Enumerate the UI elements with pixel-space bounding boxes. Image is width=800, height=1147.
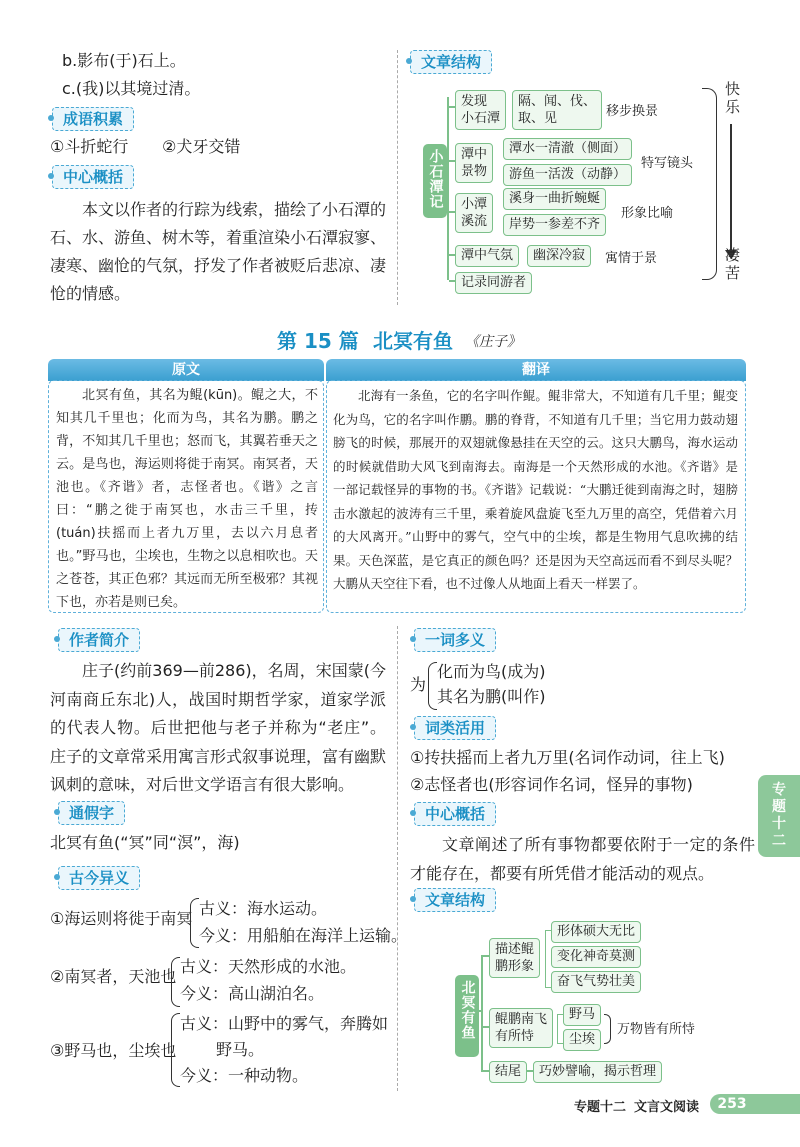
tree1-b3-detail1: 溪身一曲折蜿蜒 xyxy=(503,188,606,210)
gj1-brace xyxy=(190,898,199,948)
gj1-old: 古义：海水运动。 xyxy=(199,899,328,918)
tree2-trunk xyxy=(481,955,483,1072)
structure-heading-2: 文章结构 xyxy=(414,888,496,912)
gj3-brace xyxy=(171,1013,180,1087)
structure-heading-1: 文章结构 xyxy=(410,50,492,74)
tree1-b2-note: 特写镜头 xyxy=(641,156,694,171)
b-line: b.影布(于)石上。 xyxy=(62,51,186,70)
gj2-new: 今义：高山湖泊名。 xyxy=(180,984,325,1003)
side-tab-label: 专题十二 xyxy=(772,782,786,849)
tree2-b1-label: 描述鲲 鹏形象 xyxy=(489,938,540,978)
column-divider-top xyxy=(397,50,398,305)
gj3-old-a: 古义：山野中的雾气，奔腾如 xyxy=(180,1014,389,1033)
poly-brace xyxy=(428,662,437,710)
tree1-b2-label: 潭中 景物 xyxy=(455,143,493,183)
gj3-word: ③野马也，尘埃也 xyxy=(50,1041,177,1060)
shift-2: ②志怪者也(形容词作名词，怪异的事物) xyxy=(410,775,693,794)
translation-head: 翻译 xyxy=(326,359,746,381)
mood-bottom: 凄 苦 xyxy=(725,246,741,282)
tree2-b1-item-2: 变化神奇莫测 xyxy=(551,946,641,968)
tree2-b3-detail: 巧妙譬喻，揭示哲理 xyxy=(533,1061,662,1083)
tongjia-text: 北冥有鱼(“冥”同“溟”，海) xyxy=(50,833,240,852)
polysemy-heading: 一词多义 xyxy=(414,628,496,652)
translation-text: 北海有一条鱼，它的名字叫作鲲。鲲非常大，不知道有几千里；鲲变化为鸟，它的名字叫作鹏。鹏的脊背，不知道有几千里；当它用力鼓动翅膀飞的时候，那展开的双翅就像悬挂在天空的云。这只大鹏鸟，海水运动的时候就借助大风飞到南海去。南海是一个天然形成的水池。《齐谐》是一部记载怪异的事物的书。《齐谐》记载说：“大鹏迁徙到南海之时，翅膀击水激起的波涛有三千里，乘着旋风盘旋飞至九万里的高空，凭借着六月的大风离开。”山野中的雾气，空气中的尘埃，都是生物用气息吹拂的结果。天色深蓝，是它真正的颜色吗？还是因为天空高远而看不到尽头呢？大鹏从天空往下看，也不过像人从地面上看天一样罢了。 xyxy=(333,388,738,591)
author-text: 庄子(约前369—前286)，名周，宋国蒙(今河南商丘东北)人，战国时期哲学家，道家学派的代表人物。后世把他与老子并称为“老庄”。庄子的文章常采用寓言形式叙事说理，富有幽默讽刺的意味，对后世文学语言有很大影响。 xyxy=(50,661,387,794)
tree2-b1-item-1: 形体硕大无比 xyxy=(551,921,641,943)
article-source: 《庄子》 xyxy=(465,334,521,350)
tree1-b3-label: 小潭 溪流 xyxy=(455,193,493,233)
tree1-trunk xyxy=(447,97,449,280)
gj1-word: ①海运则将徙于南冥 xyxy=(50,909,193,928)
poly-1: 化而为鸟(成为) xyxy=(437,662,546,681)
gj2-old: 古义：天然形成的水池。 xyxy=(180,957,357,976)
tree2-b2-item-2: 尘埃 xyxy=(563,1029,601,1051)
tree1-b1-note: 移步换景 xyxy=(606,104,659,119)
tree1-root-label: 小石潭记 xyxy=(427,149,444,209)
shift-heading: 词类活用 xyxy=(414,716,496,740)
idiom-heading: 成语积累 xyxy=(52,107,134,131)
mood-top: 快 乐 xyxy=(725,80,741,116)
gj2-word: ②南冥者，天池也 xyxy=(50,967,177,986)
center-heading-1: 中心概括 xyxy=(52,165,134,189)
center-text-1: 本文以作者的行踪为线索，描绘了小石潭的石、水、游鱼、树木等，着重渲染小石潭寂寥、凄寒、幽怆的气氛，抒发了作者被贬后悲凉、凄怆的情感。 xyxy=(50,200,387,303)
c-line: c.(我)以其境过清。 xyxy=(62,79,201,98)
tree2-b2-brace xyxy=(604,1014,611,1044)
author-heading: 作者简介 xyxy=(58,628,140,652)
gj3-new: 今义：一种动物。 xyxy=(180,1066,309,1085)
gj2-brace xyxy=(171,957,180,1007)
tree1-b1-label: 发现 小石潭 xyxy=(455,90,506,130)
center-text-2: 文章阐述了所有事物都要依附于一定的条件才能存在，都要有所凭借才能活动的观点。 xyxy=(410,835,755,883)
tree1-b2-detail2: 游鱼一活泼（动静） xyxy=(503,164,632,186)
mood-arrow xyxy=(730,124,732,254)
tree1-b1-detail: 隔、闻、伐、 取、见 xyxy=(512,90,602,130)
original-text: 北冥有鱼，其名为鲲(kūn)。鲲之大，不知其几千里也；化而为鸟，其名为鹏。鹏之背，不知其几千里也；怒而飞，其翼若垂天之云。是鸟也，海运则将徙于南冥。南冥者，天池也。《齐谐》者，志怪者也。《谐》之言曰：“鹏之徙于南冥也，水击三千里，抟(tuán)扶摇而上者九万里，去以六月息者也。”野马也，尘埃也，生物之以息相吹也。天之苍苍，其正色邪？其远而无所至极邪？其视下也，亦若是则已矣。 xyxy=(56,388,318,610)
center-heading-2: 中心概括 xyxy=(414,802,496,826)
tree2-root-label: 北冥有鱼 xyxy=(459,980,476,1040)
tree2-root-link xyxy=(477,1010,483,1012)
tree2-b2-label: 鲲鹏南飞 有所恃 xyxy=(489,1008,553,1048)
tree1-b3-note: 形象比喻 xyxy=(621,206,674,221)
gj1-new: 今义：用船舶在海洋上运输。 xyxy=(199,926,408,945)
tree1-b2-detail1: 潭水一清澈（侧面） xyxy=(503,138,632,160)
tree1-b3-detail2: 岸势一参差不齐 xyxy=(503,214,606,236)
footer-section: 文言文阅读 xyxy=(634,1100,700,1115)
tree1-b4-note: 寓情于景 xyxy=(605,251,658,266)
tree1-root xyxy=(423,144,447,218)
article-number: 第 15 篇 xyxy=(277,329,359,353)
article-title: 北冥有鱼 xyxy=(373,329,453,353)
tree2-b1-item-3: 奋飞气势壮美 xyxy=(551,971,641,993)
mood-brace xyxy=(702,88,717,280)
tree1-b4-detail: 幽深冷寂 xyxy=(527,245,591,267)
original-head: 原文 xyxy=(48,359,324,381)
tree1-b4-label: 潭中气氛 xyxy=(455,245,519,267)
tree1-root-link xyxy=(443,175,449,177)
tree2-root xyxy=(455,975,479,1057)
poly-2: 其名为鹏(叫作) xyxy=(437,687,546,706)
shift-1: ①抟扶摇而上者九万里(名词作动词，往上飞) xyxy=(410,748,725,767)
side-tab[interactable] xyxy=(758,775,800,857)
tongjia-heading: 通假字 xyxy=(58,801,125,825)
tree2-b2-item-1: 野马 xyxy=(563,1004,601,1026)
footer-page: 253 xyxy=(710,1094,754,1114)
tree1-b5-label: 记录同游者 xyxy=(455,272,532,294)
footer-page-strip xyxy=(754,1094,800,1114)
gujin-heading: 古今异义 xyxy=(58,866,140,890)
tree2-b3-label: 结尾 xyxy=(489,1061,527,1083)
idiom-2: ②犬牙交错 xyxy=(162,137,241,156)
idiom-1: ①斗折蛇行 xyxy=(50,137,129,156)
gj3-old-b: 野马。 xyxy=(216,1040,265,1059)
column-divider-bottom xyxy=(397,626,398,1091)
footer-topic: 专题十二 xyxy=(574,1100,627,1115)
tree2-b2-note: 万物皆有所恃 xyxy=(617,1022,696,1037)
poly-char: 为 xyxy=(410,675,427,694)
